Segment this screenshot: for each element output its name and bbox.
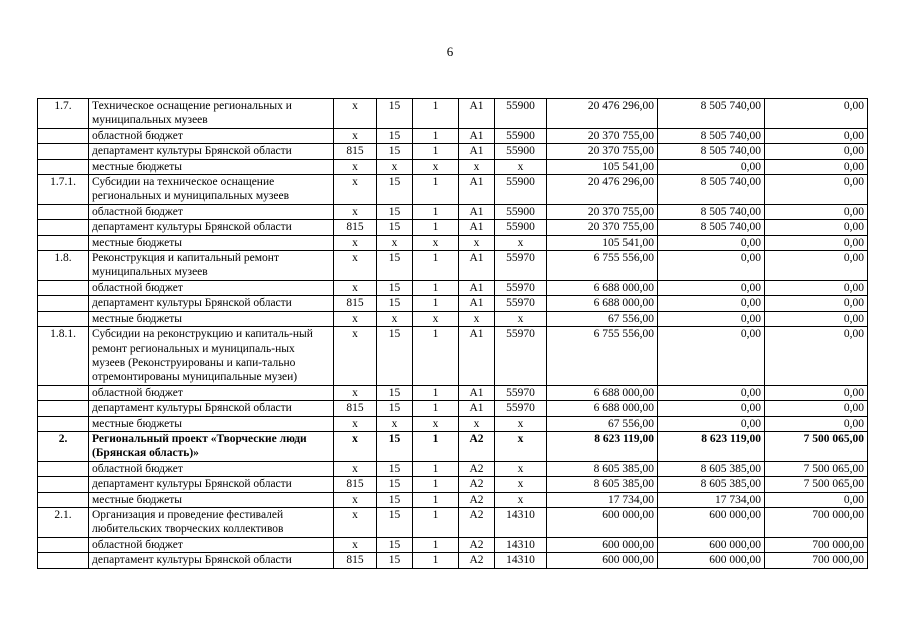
- code-subprogram: 1: [413, 553, 459, 568]
- row-name: областной бюджет: [89, 204, 334, 219]
- row-name: Субсидии на техническое оснащение региональных и муниципальных музеев: [89, 175, 334, 205]
- code-section: 15: [377, 99, 413, 129]
- code-subprogram: x: [413, 311, 459, 326]
- code-subprogram: 1: [413, 251, 459, 281]
- table-row: [38, 128, 868, 143]
- budget-table: [37, 98, 868, 569]
- amount-year-2: 600 000,00: [658, 537, 765, 552]
- amount-year-2: 17 734,00: [658, 492, 765, 507]
- amount-year-1: 8 605 385,00: [547, 477, 658, 492]
- code-grbs: x: [334, 537, 377, 552]
- code-direction: 55970: [495, 385, 547, 400]
- code-section: 15: [377, 144, 413, 159]
- code-direction: 55970: [495, 280, 547, 295]
- row-number: [38, 144, 89, 159]
- amount-year-3: 0,00: [765, 99, 868, 129]
- code-section: 15: [377, 204, 413, 219]
- code-project: A2: [459, 477, 495, 492]
- code-section: 15: [377, 220, 413, 235]
- code-project: A1: [459, 204, 495, 219]
- code-direction: 55970: [495, 296, 547, 311]
- code-project: A1: [459, 220, 495, 235]
- row-number: [38, 477, 89, 492]
- row-number: [38, 461, 89, 476]
- amount-year-1: 20 370 755,00: [547, 204, 658, 219]
- amount-year-1: 20 370 755,00: [547, 128, 658, 143]
- row-name: областной бюджет: [89, 280, 334, 295]
- code-subprogram: 1: [413, 507, 459, 537]
- row-number: [38, 280, 89, 295]
- row-name: департамент культуры Брянской области: [89, 477, 334, 492]
- code-subprogram: 1: [413, 296, 459, 311]
- amount-year-2: 8 505 740,00: [658, 175, 765, 205]
- amount-year-1: 600 000,00: [547, 553, 658, 568]
- row-number: [38, 159, 89, 174]
- amount-year-3: 700 000,00: [765, 537, 868, 552]
- amount-year-3: 0,00: [765, 280, 868, 295]
- table-row: [38, 235, 868, 250]
- amount-year-3: 7 500 065,00: [765, 461, 868, 476]
- code-direction: 55900: [495, 220, 547, 235]
- amount-year-1: 105 541,00: [547, 159, 658, 174]
- code-subprogram: 1: [413, 431, 459, 461]
- amount-year-1: 6 688 000,00: [547, 280, 658, 295]
- code-subprogram: 1: [413, 385, 459, 400]
- code-project: A1: [459, 385, 495, 400]
- code-project: A2: [459, 431, 495, 461]
- table-row: [38, 99, 868, 129]
- amount-year-3: 0,00: [765, 401, 868, 416]
- row-number: [38, 296, 89, 311]
- row-name: Региональный проект «Творческие люди (Брянская область)»: [89, 431, 334, 461]
- code-project: A2: [459, 507, 495, 537]
- code-project: A1: [459, 99, 495, 129]
- code-section: 15: [377, 280, 413, 295]
- row-number: [38, 416, 89, 431]
- row-number: [38, 311, 89, 326]
- amount-year-3: 0,00: [765, 144, 868, 159]
- code-project: x: [459, 159, 495, 174]
- table-row: [38, 537, 868, 552]
- amount-year-2: 0,00: [658, 235, 765, 250]
- code-grbs: x: [334, 461, 377, 476]
- page-number: 6: [446, 44, 454, 59]
- code-section: x: [377, 235, 413, 250]
- amount-year-2: 8 623 119,00: [658, 431, 765, 461]
- code-project: A1: [459, 401, 495, 416]
- amount-year-2: 8 505 740,00: [658, 99, 765, 129]
- amount-year-3: 0,00: [765, 128, 868, 143]
- code-direction: x: [495, 461, 547, 476]
- code-section: 15: [377, 401, 413, 416]
- table-row: [38, 144, 868, 159]
- code-section: 15: [377, 296, 413, 311]
- code-direction: 55900: [495, 175, 547, 205]
- amount-year-2: 8 505 740,00: [658, 220, 765, 235]
- row-name: местные бюджеты: [89, 159, 334, 174]
- amount-year-3: 0,00: [765, 311, 868, 326]
- code-project: A1: [459, 327, 495, 386]
- code-grbs: 815: [334, 401, 377, 416]
- row-name: департамент культуры Брянской области: [89, 144, 334, 159]
- amount-year-3: 7 500 065,00: [765, 431, 868, 461]
- code-subprogram: x: [413, 416, 459, 431]
- row-number: 2.: [38, 431, 89, 461]
- code-direction: x: [495, 159, 547, 174]
- code-section: 15: [377, 251, 413, 281]
- amount-year-2: 8 505 740,00: [658, 128, 765, 143]
- amount-year-2: 600 000,00: [658, 507, 765, 537]
- amount-year-1: 105 541,00: [547, 235, 658, 250]
- table-row: [38, 416, 868, 431]
- code-subprogram: 1: [413, 492, 459, 507]
- code-section: 15: [377, 128, 413, 143]
- row-name: областной бюджет: [89, 537, 334, 552]
- code-project: A1: [459, 144, 495, 159]
- table-row: [38, 175, 868, 205]
- row-name: департамент культуры Брянской области: [89, 220, 334, 235]
- code-grbs: 815: [334, 477, 377, 492]
- code-section: x: [377, 416, 413, 431]
- code-grbs: x: [334, 431, 377, 461]
- code-subprogram: 1: [413, 128, 459, 143]
- row-number: [38, 537, 89, 552]
- amount-year-1: 20 370 755,00: [547, 144, 658, 159]
- code-grbs: x: [334, 385, 377, 400]
- amount-year-3: 0,00: [765, 385, 868, 400]
- row-number: [38, 385, 89, 400]
- amount-year-3: 0,00: [765, 175, 868, 205]
- table-row: [38, 280, 868, 295]
- code-grbs: 815: [334, 144, 377, 159]
- amount-year-1: 20 370 755,00: [547, 220, 658, 235]
- amount-year-2: 8 505 740,00: [658, 204, 765, 219]
- code-grbs: x: [334, 327, 377, 386]
- code-project: A1: [459, 175, 495, 205]
- code-subprogram: 1: [413, 175, 459, 205]
- row-number: 1.7.1.: [38, 175, 89, 205]
- code-direction: x: [495, 311, 547, 326]
- code-grbs: 815: [334, 296, 377, 311]
- code-section: 15: [377, 537, 413, 552]
- table-row: [38, 507, 868, 537]
- amount-year-3: 0,00: [765, 220, 868, 235]
- code-subprogram: 1: [413, 144, 459, 159]
- code-grbs: x: [334, 175, 377, 205]
- row-number: [38, 492, 89, 507]
- row-number: [38, 220, 89, 235]
- code-subprogram: x: [413, 235, 459, 250]
- code-subprogram: 1: [413, 477, 459, 492]
- code-direction: 55900: [495, 128, 547, 143]
- table-row: [38, 204, 868, 219]
- amount-year-3: 0,00: [765, 492, 868, 507]
- amount-year-2: 0,00: [658, 280, 765, 295]
- code-grbs: 815: [334, 220, 377, 235]
- amount-year-3: 0,00: [765, 235, 868, 250]
- row-number: 1.8.: [38, 251, 89, 281]
- code-project: x: [459, 416, 495, 431]
- amount-year-2: 0,00: [658, 401, 765, 416]
- table-row: [38, 385, 868, 400]
- amount-year-1: 8 623 119,00: [547, 431, 658, 461]
- row-number: [38, 204, 89, 219]
- amount-year-3: 0,00: [765, 204, 868, 219]
- code-grbs: x: [334, 416, 377, 431]
- amount-year-2: 0,00: [658, 311, 765, 326]
- amount-year-2: 8 605 385,00: [658, 461, 765, 476]
- code-direction: x: [495, 492, 547, 507]
- row-name: местные бюджеты: [89, 416, 334, 431]
- amount-year-1: 8 605 385,00: [547, 461, 658, 476]
- row-name: Реконструкция и капитальный ремонт муниципальных музеев: [89, 251, 334, 281]
- row-name: Техническое оснащение региональных и муниципальных музеев: [89, 99, 334, 129]
- code-project: A1: [459, 280, 495, 295]
- code-direction: 14310: [495, 537, 547, 552]
- row-number: [38, 553, 89, 568]
- code-direction: 55970: [495, 251, 547, 281]
- code-direction: 55900: [495, 99, 547, 129]
- code-project: A1: [459, 251, 495, 281]
- code-direction: 55970: [495, 327, 547, 386]
- amount-year-1: 67 556,00: [547, 311, 658, 326]
- code-section: 15: [377, 175, 413, 205]
- code-subprogram: 1: [413, 99, 459, 129]
- code-section: 15: [377, 431, 413, 461]
- code-section: 15: [377, 492, 413, 507]
- code-direction: 14310: [495, 553, 547, 568]
- code-grbs: x: [334, 492, 377, 507]
- amount-year-2: 0,00: [658, 327, 765, 386]
- code-project: A1: [459, 128, 495, 143]
- code-direction: 55900: [495, 144, 547, 159]
- code-section: 15: [377, 553, 413, 568]
- code-project: A2: [459, 461, 495, 476]
- amount-year-3: 0,00: [765, 296, 868, 311]
- row-name: областной бюджет: [89, 128, 334, 143]
- table-row: [38, 477, 868, 492]
- row-name: местные бюджеты: [89, 311, 334, 326]
- code-subprogram: x: [413, 159, 459, 174]
- amount-year-3: 0,00: [765, 416, 868, 431]
- amount-year-1: 600 000,00: [547, 537, 658, 552]
- table-row: [38, 311, 868, 326]
- amount-year-1: 6 688 000,00: [547, 385, 658, 400]
- budget-table-body: [38, 99, 868, 569]
- amount-year-2: 600 000,00: [658, 553, 765, 568]
- code-project: A2: [459, 537, 495, 552]
- row-number: 1.7.: [38, 99, 89, 129]
- row-number: [38, 401, 89, 416]
- amount-year-1: 600 000,00: [547, 507, 658, 537]
- code-grbs: x: [334, 311, 377, 326]
- code-project: A1: [459, 296, 495, 311]
- table-row: [38, 431, 868, 461]
- amount-year-1: 6 755 556,00: [547, 327, 658, 386]
- code-subprogram: 1: [413, 537, 459, 552]
- code-grbs: x: [334, 159, 377, 174]
- amount-year-3: 7 500 065,00: [765, 477, 868, 492]
- amount-year-3: 0,00: [765, 251, 868, 281]
- code-grbs: x: [334, 280, 377, 295]
- code-grbs: x: [334, 507, 377, 537]
- amount-year-3: 700 000,00: [765, 507, 868, 537]
- row-name: местные бюджеты: [89, 235, 334, 250]
- code-subprogram: 1: [413, 461, 459, 476]
- amount-year-1: 17 734,00: [547, 492, 658, 507]
- table-row: [38, 159, 868, 174]
- table-row: [38, 327, 868, 386]
- row-name: областной бюджет: [89, 385, 334, 400]
- amount-year-2: 8 605 385,00: [658, 477, 765, 492]
- code-direction: x: [495, 431, 547, 461]
- amount-year-3: 0,00: [765, 327, 868, 386]
- table-row: [38, 461, 868, 476]
- row-number: 1.8.1.: [38, 327, 89, 386]
- code-section: 15: [377, 385, 413, 400]
- amount-year-2: 0,00: [658, 296, 765, 311]
- amount-year-1: 20 476 296,00: [547, 99, 658, 129]
- amount-year-1: 6 688 000,00: [547, 401, 658, 416]
- row-number: 2.1.: [38, 507, 89, 537]
- amount-year-3: 700 000,00: [765, 553, 868, 568]
- code-direction: x: [495, 416, 547, 431]
- code-project: x: [459, 235, 495, 250]
- code-direction: x: [495, 477, 547, 492]
- code-subprogram: 1: [413, 220, 459, 235]
- code-grbs: x: [334, 204, 377, 219]
- code-subprogram: 1: [413, 327, 459, 386]
- code-project: A2: [459, 492, 495, 507]
- code-grbs: 815: [334, 553, 377, 568]
- amount-year-2: 8 505 740,00: [658, 144, 765, 159]
- row-name: департамент культуры Брянской области: [89, 553, 334, 568]
- code-direction: 55900: [495, 204, 547, 219]
- code-section: 15: [377, 461, 413, 476]
- table-row: [38, 553, 868, 568]
- row-name: Организация и проведение фестивалей любительских творческих коллективов: [89, 507, 334, 537]
- code-subprogram: 1: [413, 401, 459, 416]
- row-name: департамент культуры Брянской области: [89, 296, 334, 311]
- amount-year-2: 0,00: [658, 385, 765, 400]
- code-grbs: x: [334, 128, 377, 143]
- row-name: Субсидии на реконструкцию и капиталь-ный ремонт региональных и муниципаль-ных музеев (Реконструированы и капи-тально отремонтированы муниципальные музеи): [89, 327, 334, 386]
- amount-year-2: 0,00: [658, 416, 765, 431]
- code-grbs: x: [334, 235, 377, 250]
- code-section: x: [377, 311, 413, 326]
- code-project: A2: [459, 553, 495, 568]
- row-name: местные бюджеты: [89, 492, 334, 507]
- code-section: 15: [377, 507, 413, 537]
- code-project: x: [459, 311, 495, 326]
- table-row: [38, 296, 868, 311]
- table-row: [38, 251, 868, 281]
- row-name: департамент культуры Брянской области: [89, 401, 334, 416]
- amount-year-3: 0,00: [765, 159, 868, 174]
- code-subprogram: 1: [413, 204, 459, 219]
- row-number: [38, 235, 89, 250]
- code-grbs: x: [334, 99, 377, 129]
- table-row: [38, 220, 868, 235]
- row-name: областной бюджет: [89, 461, 334, 476]
- code-direction: x: [495, 235, 547, 250]
- amount-year-1: 67 556,00: [547, 416, 658, 431]
- amount-year-1: 6 688 000,00: [547, 296, 658, 311]
- amount-year-1: 20 476 296,00: [547, 175, 658, 205]
- amount-year-2: 0,00: [658, 159, 765, 174]
- code-section: 15: [377, 327, 413, 386]
- code-direction: 14310: [495, 507, 547, 537]
- code-grbs: x: [334, 251, 377, 281]
- code-section: x: [377, 159, 413, 174]
- code-subprogram: 1: [413, 280, 459, 295]
- amount-year-2: 0,00: [658, 251, 765, 281]
- code-section: 15: [377, 477, 413, 492]
- row-number: [38, 128, 89, 143]
- table-row: [38, 401, 868, 416]
- code-direction: 55970: [495, 401, 547, 416]
- table-row: [38, 492, 868, 507]
- amount-year-1: 6 755 556,00: [547, 251, 658, 281]
